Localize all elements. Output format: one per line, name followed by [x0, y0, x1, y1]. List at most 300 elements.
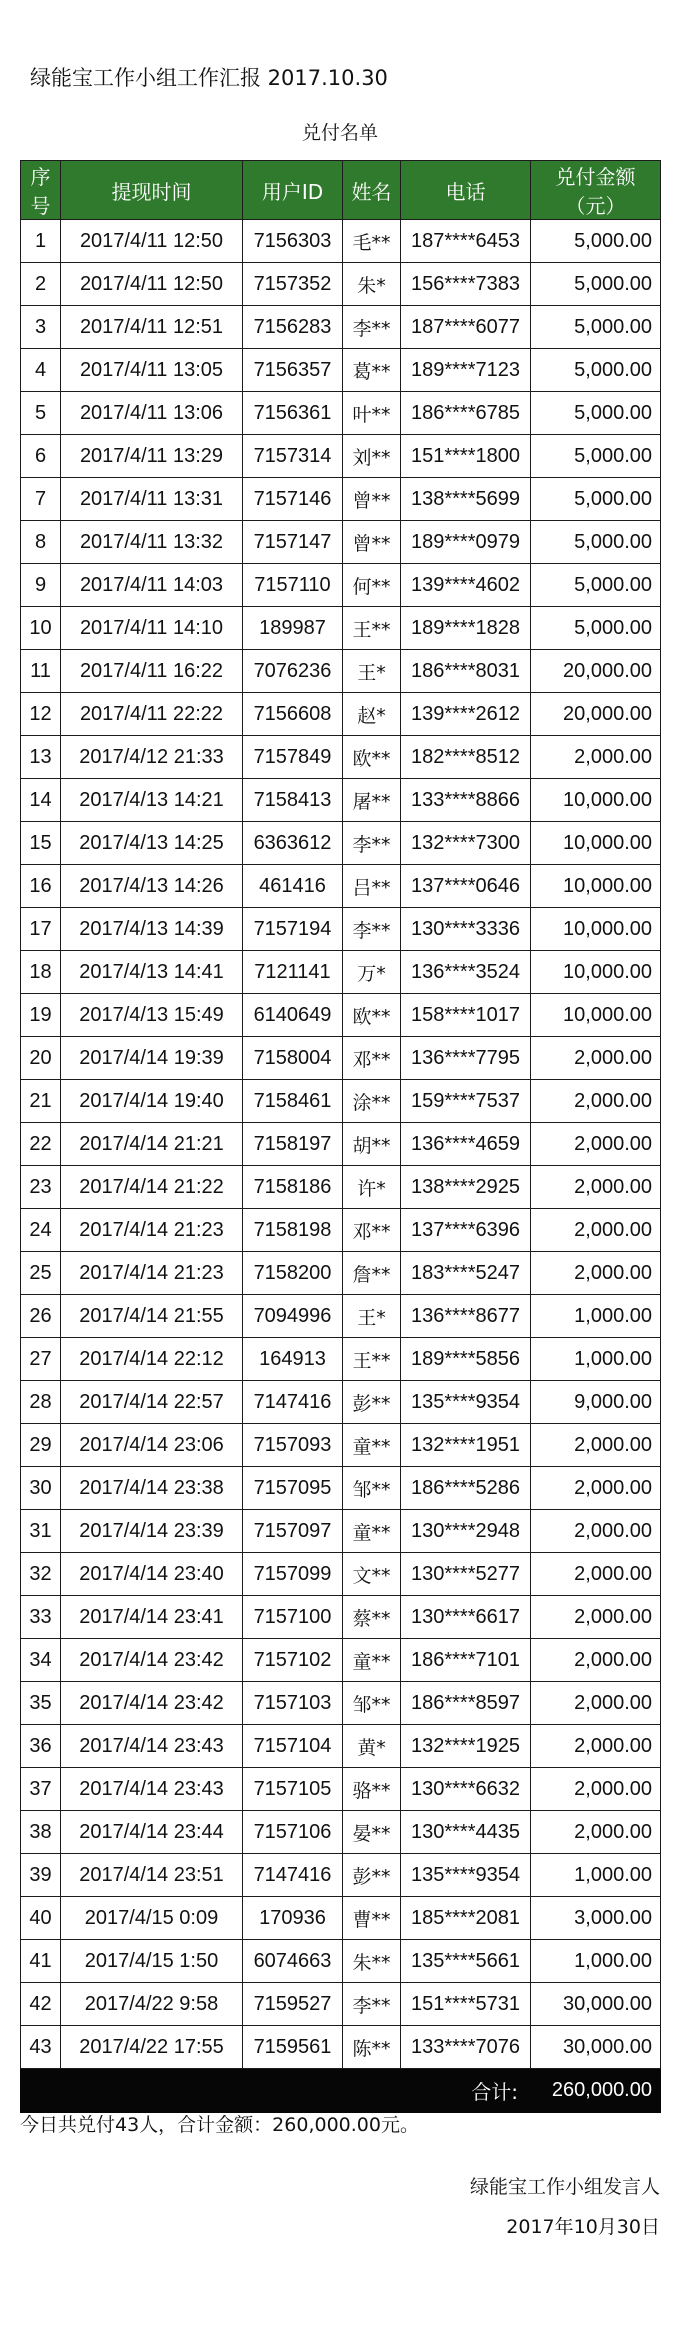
user-id-cell: 189987: [243, 607, 343, 650]
table-row: [21, 1553, 661, 1596]
phone-cell: 139****2612: [401, 693, 531, 736]
user-name-cell: 曹**: [343, 1897, 401, 1940]
table-row: [21, 1338, 661, 1381]
row-index-cell: 16: [21, 865, 61, 908]
amount-cell: 2,000.00: [531, 1596, 661, 1639]
user-name-cell: 文**: [343, 1553, 401, 1596]
table-row: [21, 521, 661, 564]
amount-cell: 2,000.00: [531, 1725, 661, 1768]
user-name-cell: 朱*: [343, 263, 401, 306]
table-row: [21, 822, 661, 865]
user-name-cell: 叶**: [343, 392, 401, 435]
user-name-cell: 李**: [343, 908, 401, 951]
column-header-time: 提现时间: [61, 161, 243, 220]
withdraw-time-cell: 2017/4/11 16:22: [61, 650, 243, 693]
withdraw-time-cell: 2017/4/14 23:51: [61, 1854, 243, 1897]
user-name-cell: 童**: [343, 1639, 401, 1682]
row-index-cell: 3: [21, 306, 61, 349]
withdraw-time-cell: 2017/4/14 23:43: [61, 1725, 243, 1768]
user-id-cell: 7157147: [243, 521, 343, 564]
row-index-cell: 33: [21, 1596, 61, 1639]
amount-cell: 1,000.00: [531, 1295, 661, 1338]
phone-cell: 130****5277: [401, 1553, 531, 1596]
user-name-cell: 童**: [343, 1510, 401, 1553]
user-name-cell: 詹**: [343, 1252, 401, 1295]
header-row: [21, 161, 661, 220]
row-index-cell: 4: [21, 349, 61, 392]
phone-cell: 132****1925: [401, 1725, 531, 1768]
row-index-cell: 30: [21, 1467, 61, 1510]
phone-cell: 130****4435: [401, 1811, 531, 1854]
withdraw-time-cell: 2017/4/14 23:42: [61, 1682, 243, 1725]
user-name-cell: 王*: [343, 1295, 401, 1338]
amount-cell: 30,000.00: [531, 2026, 661, 2069]
user-name-cell: 万*: [343, 951, 401, 994]
phone-cell: 130****2948: [401, 1510, 531, 1553]
withdraw-time-cell: 2017/4/13 15:49: [61, 994, 243, 1037]
user-id-cell: 7147416: [243, 1854, 343, 1897]
withdraw-time-cell: 2017/4/13 14:41: [61, 951, 243, 994]
user-id-cell: 7157097: [243, 1510, 343, 1553]
user-id-cell: 7159527: [243, 1983, 343, 2026]
user-id-cell: 7158413: [243, 779, 343, 822]
row-index-cell: 5: [21, 392, 61, 435]
user-id-cell: 7158200: [243, 1252, 343, 1295]
row-index-cell: 13: [21, 736, 61, 779]
amount-cell: 5,000.00: [531, 435, 661, 478]
withdraw-time-cell: 2017/4/14 19:40: [61, 1080, 243, 1123]
amount-cell: 5,000.00: [531, 607, 661, 650]
table-row: [21, 392, 661, 435]
table-body: [21, 220, 661, 2069]
user-id-cell: 7158197: [243, 1123, 343, 1166]
withdraw-time-cell: 2017/4/14 23:42: [61, 1639, 243, 1682]
row-index-cell: 20: [21, 1037, 61, 1080]
amount-cell: 20,000.00: [531, 693, 661, 736]
phone-cell: 186****8597: [401, 1682, 531, 1725]
phone-cell: 132****1951: [401, 1424, 531, 1467]
amount-cell: 2,000.00: [531, 1682, 661, 1725]
amount-cell: 2,000.00: [531, 1424, 661, 1467]
phone-cell: 187****6453: [401, 220, 531, 263]
user-name-cell: 邓**: [343, 1037, 401, 1080]
amount-cell: 10,000.00: [531, 779, 661, 822]
column-header-amount: 兑付金额（元）: [531, 161, 661, 220]
user-name-cell: 曾**: [343, 521, 401, 564]
amount-cell: 3,000.00: [531, 1897, 661, 1940]
user-name-cell: 陈**: [343, 2026, 401, 2069]
phone-cell: 130****6617: [401, 1596, 531, 1639]
user-name-cell: 胡**: [343, 1123, 401, 1166]
row-index-cell: 9: [21, 564, 61, 607]
user-name-cell: 葛**: [343, 349, 401, 392]
amount-cell: 5,000.00: [531, 306, 661, 349]
table-row: [21, 1768, 661, 1811]
list-title: 兑付名单: [301, 122, 378, 144]
phone-cell: 139****4602: [401, 564, 531, 607]
user-name-cell: 何**: [343, 564, 401, 607]
phone-cell: 133****8866: [401, 779, 531, 822]
table-row: [21, 865, 661, 908]
phone-cell: 182****8512: [401, 736, 531, 779]
withdraw-time-cell: 2017/4/13 14:21: [61, 779, 243, 822]
column-header-name: 姓名: [343, 161, 401, 220]
amount-cell: 2,000.00: [531, 1037, 661, 1080]
column-header-phone: 电话: [401, 161, 531, 220]
phone-cell: 186****8031: [401, 650, 531, 693]
user-id-cell: 7121141: [243, 951, 343, 994]
amount-cell: 2,000.00: [531, 1510, 661, 1553]
phone-cell: 135****5661: [401, 1940, 531, 1983]
phone-cell: 138****5699: [401, 478, 531, 521]
row-index-cell: 27: [21, 1338, 61, 1381]
user-id-cell: 7157110: [243, 564, 343, 607]
user-id-cell: 7157095: [243, 1467, 343, 1510]
amount-cell: 2,000.00: [531, 1209, 661, 1252]
phone-cell: 138****2925: [401, 1166, 531, 1209]
user-name-cell: 毛**: [343, 220, 401, 263]
user-id-cell: 7159561: [243, 2026, 343, 2069]
row-index-cell: 15: [21, 822, 61, 865]
withdraw-time-cell: 2017/4/11 22:22: [61, 693, 243, 736]
user-id-cell: 7157194: [243, 908, 343, 951]
user-name-cell: 许*: [343, 1166, 401, 1209]
phone-cell: 130****3336: [401, 908, 531, 951]
user-name-cell: 李**: [343, 306, 401, 349]
row-index-cell: 28: [21, 1381, 61, 1424]
table-row: [21, 1510, 661, 1553]
phone-cell: 185****2081: [401, 1897, 531, 1940]
user-id-cell: 7094996: [243, 1295, 343, 1338]
user-id-cell: 7156608: [243, 693, 343, 736]
user-id-cell: 7156303: [243, 220, 343, 263]
row-index-cell: 40: [21, 1897, 61, 1940]
user-id-cell: 6074663: [243, 1940, 343, 1983]
withdraw-time-cell: 2017/4/22 9:58: [61, 1983, 243, 2026]
amount-cell: 5,000.00: [531, 263, 661, 306]
user-id-cell: 170936: [243, 1897, 343, 1940]
withdraw-time-cell: 2017/4/11 12:50: [61, 220, 243, 263]
user-id-cell: 7158004: [243, 1037, 343, 1080]
withdraw-time-cell: 2017/4/14 22:12: [61, 1338, 243, 1381]
withdraw-time-cell: 2017/4/11 13:05: [61, 349, 243, 392]
amount-cell: 5,000.00: [531, 349, 661, 392]
user-id-cell: 7157103: [243, 1682, 343, 1725]
phone-cell: 133****7076: [401, 2026, 531, 2069]
row-index-cell: 14: [21, 779, 61, 822]
user-name-cell: 曾**: [343, 478, 401, 521]
table-row: [21, 1725, 661, 1768]
table-row: [21, 693, 661, 736]
withdraw-time-cell: 2017/4/13 14:25: [61, 822, 243, 865]
phone-cell: 151****5731: [401, 1983, 531, 2026]
row-index-cell: 29: [21, 1424, 61, 1467]
table-row: [21, 1424, 661, 1467]
user-name-cell: 王**: [343, 1338, 401, 1381]
amount-cell: 10,000.00: [531, 908, 661, 951]
table-row: [21, 263, 661, 306]
table-row: [21, 1940, 661, 1983]
withdraw-time-cell: 2017/4/11 12:50: [61, 263, 243, 306]
total-value: 260,000.00: [531, 2069, 661, 2113]
user-name-cell: 涂**: [343, 1080, 401, 1123]
user-id-cell: 6140649: [243, 994, 343, 1037]
table-row: [21, 1983, 661, 2026]
withdraw-time-cell: 2017/4/11 13:31: [61, 478, 243, 521]
amount-cell: 20,000.00: [531, 650, 661, 693]
withdraw-time-cell: 2017/4/14 23:06: [61, 1424, 243, 1467]
sign-date: 2017年10月30日: [506, 2216, 660, 2238]
phone-cell: 156****7383: [401, 263, 531, 306]
table-row: [21, 1295, 661, 1338]
user-name-cell: 彭**: [343, 1381, 401, 1424]
withdraw-time-cell: 2017/4/13 14:39: [61, 908, 243, 951]
phone-cell: 137****0646: [401, 865, 531, 908]
phone-cell: 151****1800: [401, 435, 531, 478]
user-name-cell: 黄*: [343, 1725, 401, 1768]
row-index-cell: 34: [21, 1639, 61, 1682]
user-name-cell: 晏**: [343, 1811, 401, 1854]
row-index-cell: 37: [21, 1768, 61, 1811]
row-index-cell: 17: [21, 908, 61, 951]
amount-cell: 1,000.00: [531, 1338, 661, 1381]
amount-cell: 10,000.00: [531, 865, 661, 908]
amount-cell: 10,000.00: [531, 994, 661, 1037]
table-row: [21, 1381, 661, 1424]
row-index-cell: 39: [21, 1854, 61, 1897]
user-name-cell: 李**: [343, 1983, 401, 2026]
table-row: [21, 1811, 661, 1854]
withdraw-time-cell: 2017/4/14 21:21: [61, 1123, 243, 1166]
withdraw-time-cell: 2017/4/14 21:55: [61, 1295, 243, 1338]
user-id-cell: 7158198: [243, 1209, 343, 1252]
table-row: [21, 435, 661, 478]
user-id-cell: 7157314: [243, 435, 343, 478]
withdraw-time-cell: 2017/4/11 14:10: [61, 607, 243, 650]
table-row: [21, 1080, 661, 1123]
user-name-cell: 欧**: [343, 994, 401, 1037]
amount-cell: 1,000.00: [531, 1854, 661, 1897]
phone-cell: 130****6632: [401, 1768, 531, 1811]
amount-cell: 1,000.00: [531, 1940, 661, 1983]
phone-cell: 189****0979: [401, 521, 531, 564]
row-index-cell: 25: [21, 1252, 61, 1295]
row-index-cell: 12: [21, 693, 61, 736]
table-row: [21, 994, 661, 1037]
table-row: [21, 1596, 661, 1639]
user-name-cell: 王**: [343, 607, 401, 650]
table-row: [21, 1467, 661, 1510]
phone-cell: 189****7123: [401, 349, 531, 392]
amount-cell: 5,000.00: [531, 564, 661, 607]
amount-cell: 5,000.00: [531, 220, 661, 263]
table-row: [21, 1123, 661, 1166]
table-row: [21, 1166, 661, 1209]
user-id-cell: 7147416: [243, 1381, 343, 1424]
amount-cell: 2,000.00: [531, 1123, 661, 1166]
withdraw-time-cell: 2017/4/14 23:41: [61, 1596, 243, 1639]
amount-cell: 2,000.00: [531, 1166, 661, 1209]
row-index-cell: 18: [21, 951, 61, 994]
phone-cell: 189****1828: [401, 607, 531, 650]
user-name-cell: 邓**: [343, 1209, 401, 1252]
phone-cell: 137****6396: [401, 1209, 531, 1252]
row-index-cell: 11: [21, 650, 61, 693]
withdraw-time-cell: 2017/4/14 23:38: [61, 1467, 243, 1510]
row-index-cell: 42: [21, 1983, 61, 2026]
phone-cell: 186****6785: [401, 392, 531, 435]
user-id-cell: 7157352: [243, 263, 343, 306]
phone-cell: 135****9354: [401, 1381, 531, 1424]
table-row: [21, 1897, 661, 1940]
withdraw-time-cell: 2017/4/14 21:23: [61, 1209, 243, 1252]
withdraw-time-cell: 2017/4/11 13:29: [61, 435, 243, 478]
withdraw-time-cell: 2017/4/14 19:39: [61, 1037, 243, 1080]
amount-cell: 2,000.00: [531, 1467, 661, 1510]
user-id-cell: 7157093: [243, 1424, 343, 1467]
amount-cell: 30,000.00: [531, 1983, 661, 2026]
amount-cell: 5,000.00: [531, 392, 661, 435]
user-id-cell: 7158461: [243, 1080, 343, 1123]
user-id-cell: 461416: [243, 865, 343, 908]
phone-cell: 159****7537: [401, 1080, 531, 1123]
phone-cell: 158****1017: [401, 994, 531, 1037]
user-id-cell: 7158186: [243, 1166, 343, 1209]
amount-cell: 10,000.00: [531, 951, 661, 994]
phone-cell: 135****9354: [401, 1854, 531, 1897]
document-title: 绿能宝工作小组工作汇报 2017.10.30: [30, 66, 388, 90]
amount-cell: 2,000.00: [531, 1553, 661, 1596]
user-name-cell: 刘**: [343, 435, 401, 478]
payout-table: [20, 160, 661, 2113]
amount-cell: 10,000.00: [531, 822, 661, 865]
user-name-cell: 骆**: [343, 1768, 401, 1811]
table-row: [21, 650, 661, 693]
user-id-cell: 7156283: [243, 306, 343, 349]
table-row: [21, 779, 661, 822]
signer: 绿能宝工作小组发言人: [469, 2176, 660, 2198]
table-row: [21, 478, 661, 521]
phone-cell: 136****8677: [401, 1295, 531, 1338]
user-id-cell: 7156361: [243, 392, 343, 435]
row-index-cell: 31: [21, 1510, 61, 1553]
user-id-cell: 7157104: [243, 1725, 343, 1768]
table-row: [21, 908, 661, 951]
withdraw-time-cell: 2017/4/13 14:26: [61, 865, 243, 908]
amount-cell: 5,000.00: [531, 478, 661, 521]
phone-cell: 186****5286: [401, 1467, 531, 1510]
column-header-index: 序号: [21, 161, 61, 220]
phone-cell: 136****4659: [401, 1123, 531, 1166]
row-index-cell: 32: [21, 1553, 61, 1596]
user-name-cell: 吕**: [343, 865, 401, 908]
table-row: [21, 349, 661, 392]
withdraw-time-cell: 2017/4/14 23:44: [61, 1811, 243, 1854]
withdraw-time-cell: 2017/4/14 23:40: [61, 1553, 243, 1596]
table-row: [21, 564, 661, 607]
amount-cell: 2,000.00: [531, 736, 661, 779]
total-label: 合计:: [21, 2069, 531, 2113]
user-id-cell: 7157099: [243, 1553, 343, 1596]
withdraw-time-cell: 2017/4/14 21:22: [61, 1166, 243, 1209]
phone-cell: 187****6077: [401, 306, 531, 349]
table-row: [21, 951, 661, 994]
user-id-cell: 7157105: [243, 1768, 343, 1811]
table-row: [21, 220, 661, 263]
withdraw-time-cell: 2017/4/11 13:06: [61, 392, 243, 435]
row-index-cell: 24: [21, 1209, 61, 1252]
row-index-cell: 35: [21, 1682, 61, 1725]
user-name-cell: 赵*: [343, 693, 401, 736]
amount-cell: 9,000.00: [531, 1381, 661, 1424]
summary-text: 今日共兑付43人，合计金额：260,000.00元。: [20, 2114, 419, 2136]
withdraw-time-cell: 2017/4/22 17:55: [61, 2026, 243, 2069]
table-row: [21, 2026, 661, 2069]
user-name-cell: 彭**: [343, 1854, 401, 1897]
user-name-cell: 欧**: [343, 736, 401, 779]
amount-cell: 2,000.00: [531, 1811, 661, 1854]
user-id-cell: 7157102: [243, 1639, 343, 1682]
table-row: [21, 1252, 661, 1295]
row-index-cell: 38: [21, 1811, 61, 1854]
user-name-cell: 李**: [343, 822, 401, 865]
amount-cell: 2,000.00: [531, 1639, 661, 1682]
row-index-cell: 19: [21, 994, 61, 1037]
table-row: [21, 607, 661, 650]
phone-cell: 189****5856: [401, 1338, 531, 1381]
table-row: [21, 1682, 661, 1725]
withdraw-time-cell: 2017/4/11 14:03: [61, 564, 243, 607]
row-index-cell: 6: [21, 435, 61, 478]
table-header: [21, 161, 661, 220]
table-row: [21, 306, 661, 349]
table-row: [21, 1037, 661, 1080]
withdraw-time-cell: 2017/4/14 22:57: [61, 1381, 243, 1424]
user-name-cell: 蔡**: [343, 1596, 401, 1639]
row-index-cell: 41: [21, 1940, 61, 1983]
withdraw-time-cell: 2017/4/14 23:39: [61, 1510, 243, 1553]
withdraw-time-cell: 2017/4/14 23:43: [61, 1768, 243, 1811]
withdraw-time-cell: 2017/4/15 0:09: [61, 1897, 243, 1940]
row-index-cell: 36: [21, 1725, 61, 1768]
withdraw-time-cell: 2017/4/15 1:50: [61, 1940, 243, 1983]
phone-cell: 136****7795: [401, 1037, 531, 1080]
user-id-cell: 164913: [243, 1338, 343, 1381]
withdraw-time-cell: 2017/4/12 21:33: [61, 736, 243, 779]
user-name-cell: 王*: [343, 650, 401, 693]
amount-cell: 5,000.00: [531, 521, 661, 564]
row-index-cell: 22: [21, 1123, 61, 1166]
row-index-cell: 10: [21, 607, 61, 650]
user-id-cell: 7157106: [243, 1811, 343, 1854]
user-name-cell: 邹**: [343, 1682, 401, 1725]
row-index-cell: 43: [21, 2026, 61, 2069]
user-id-cell: 7157100: [243, 1596, 343, 1639]
column-header-user-id: 用户ID: [243, 161, 343, 220]
total-row: [21, 2069, 661, 2113]
row-index-cell: 23: [21, 1166, 61, 1209]
row-index-cell: 8: [21, 521, 61, 564]
table-row: [21, 1209, 661, 1252]
user-id-cell: 6363612: [243, 822, 343, 865]
withdraw-time-cell: 2017/4/11 12:51: [61, 306, 243, 349]
table-row: [21, 736, 661, 779]
row-index-cell: 2: [21, 263, 61, 306]
row-index-cell: 26: [21, 1295, 61, 1338]
user-id-cell: 7157849: [243, 736, 343, 779]
user-name-cell: 朱**: [343, 1940, 401, 1983]
row-index-cell: 7: [21, 478, 61, 521]
